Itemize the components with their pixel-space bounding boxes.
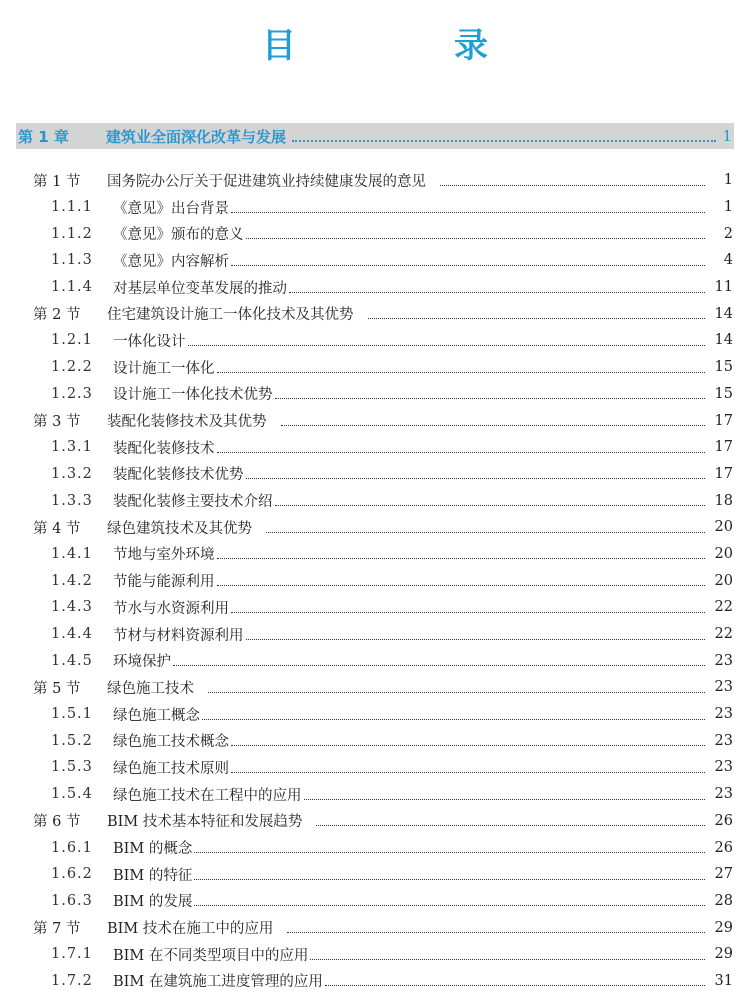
toc-subsection-entry[interactable] [0, 968, 750, 995]
entry-title: 绿色施工概念 [113, 707, 200, 724]
entry-number: 第 6 节 [33, 814, 81, 831]
entry-number: 第 5 节 [33, 680, 81, 697]
toc-subsection-entry[interactable] [0, 861, 750, 888]
entry-title: BIM 的特征 [113, 867, 193, 884]
toc-subsection-entry[interactable] [0, 647, 750, 674]
entry-number: 1.7.1 [51, 946, 93, 963]
entry-title: 住宅建筑设计施工一体化技术及其优势 [107, 307, 354, 324]
entry-page: 23 [714, 786, 733, 803]
dot-leader [304, 799, 706, 800]
dot-leader [316, 825, 705, 826]
entry-number: 1.3.1 [51, 439, 93, 456]
entry-number: 1.5.2 [51, 732, 93, 749]
entry-title: BIM 技术基本特征和发展趋势 [107, 814, 303, 831]
entry-title: 环境保护 [113, 654, 171, 671]
entry-number: 1.2.3 [51, 385, 93, 402]
entry-title: BIM 技术在施工中的应用 [107, 921, 274, 938]
entry-page: 22 [714, 599, 733, 616]
dot-leader [194, 852, 705, 853]
dot-leader [217, 585, 706, 586]
toc-subsection-entry[interactable] [0, 727, 750, 754]
toc-section-entry[interactable] [0, 808, 750, 835]
entry-page: 29 [714, 919, 733, 936]
entry-title: 节能与能源利用 [113, 574, 215, 591]
entry-title: 《意见》内容解析 [113, 253, 229, 270]
entry-number: 1.6.2 [51, 866, 93, 883]
entry-page: 22 [714, 626, 733, 643]
entry-page: 15 [714, 385, 733, 402]
dot-leader [246, 238, 706, 239]
entry-title: 绿色建筑技术及其优势 [107, 520, 252, 537]
dot-leader [287, 932, 705, 933]
dot-leader [440, 185, 705, 186]
entry-number: 1.2.1 [51, 332, 93, 349]
entry-page: 17 [714, 465, 733, 482]
entry-title: 绿色施工技术原则 [113, 760, 229, 777]
toc-subsection-entry[interactable] [0, 834, 750, 861]
dot-leader [310, 959, 705, 960]
entry-number: 1.4.2 [51, 572, 93, 589]
entry-number: 第 3 节 [33, 414, 81, 431]
entry-number: 1.5.3 [51, 759, 93, 776]
entry-page: 27 [714, 866, 733, 883]
entry-page: 20 [714, 572, 733, 589]
toc-subsection-entry[interactable] [0, 220, 750, 247]
entry-number: 1.4.5 [51, 652, 93, 669]
entry-page: 17 [714, 439, 733, 456]
entry-title: 《意见》颁布的意义 [113, 227, 244, 244]
entry-page: 20 [714, 519, 733, 536]
dot-leader [275, 398, 706, 399]
entry-title: 装配化装修技术优势 [113, 467, 244, 484]
entry-title: BIM 在建筑施工进度管理的应用 [113, 974, 323, 991]
toc-subsection-entry[interactable] [0, 567, 750, 594]
entry-title: BIM 的概念 [113, 841, 193, 858]
chapter-page: 1 [722, 127, 732, 145]
entry-page: 1 [723, 172, 733, 189]
entry-title: 设计施工一体化技术优势 [113, 387, 273, 404]
toc-subsection-entry[interactable] [0, 434, 750, 461]
toc-section-entry[interactable] [0, 300, 750, 327]
dot-leader [217, 452, 706, 453]
entry-number: 第 1 节 [33, 173, 81, 190]
dot-leader [231, 612, 705, 613]
dot-leader [231, 212, 705, 213]
entry-number: 1.1.3 [51, 252, 93, 269]
entry-page: 14 [714, 305, 733, 322]
toc-subsection-entry[interactable] [0, 541, 750, 568]
dot-leader [173, 665, 705, 666]
toc-section-entry[interactable] [0, 674, 750, 701]
entry-page: 28 [714, 892, 733, 909]
chapter-entry[interactable] [16, 123, 734, 149]
toc-subsection-entry[interactable] [0, 594, 750, 621]
dot-leader [231, 772, 705, 773]
dot-leader [194, 905, 705, 906]
entry-page: 29 [714, 946, 733, 963]
entry-page: 11 [714, 279, 733, 296]
entry-number: 1.5.1 [51, 706, 93, 723]
toc-section-entry[interactable] [0, 914, 750, 941]
entry-page: 26 [714, 812, 733, 829]
toc-section-entry[interactable] [0, 514, 750, 541]
toc-subsection-entry[interactable] [0, 247, 750, 274]
entry-page: 23 [714, 759, 733, 776]
entry-number: 1.3.3 [51, 492, 93, 509]
entry-number: 1.4.3 [51, 599, 93, 616]
entry-title: 一体化设计 [113, 333, 186, 350]
dot-leader [217, 372, 706, 373]
entry-number: 第 7 节 [33, 921, 81, 938]
entry-title: 节地与室外环境 [113, 547, 215, 564]
entry-page: 15 [714, 359, 733, 376]
entry-page: 23 [714, 706, 733, 723]
dot-leader [325, 985, 705, 986]
toc-subsection-entry[interactable] [0, 941, 750, 968]
dot-leader [246, 639, 706, 640]
entry-page: 31 [714, 972, 733, 989]
entry-page: 23 [714, 732, 733, 749]
entry-title: BIM 的发展 [113, 894, 193, 911]
dot-leader [281, 425, 706, 426]
entry-title: 装配化装修主要技术介绍 [113, 494, 273, 511]
entry-number: 1.1.1 [51, 199, 93, 216]
dot-leader [246, 478, 706, 479]
chapter-number: 第 1 章 [18, 127, 69, 146]
entry-number: 第 2 节 [33, 307, 81, 324]
entry-number: 1.1.4 [51, 279, 93, 296]
entry-number: 1.4.1 [51, 545, 93, 562]
entry-title: 设计施工一体化 [113, 360, 215, 377]
entry-page: 18 [714, 492, 733, 509]
dot-leader [292, 140, 716, 142]
toc-subsection-entry[interactable] [0, 621, 750, 648]
entry-title: 绿色施工技术在工程中的应用 [113, 787, 302, 804]
entry-number: 第 4 节 [33, 520, 81, 537]
page-title: 目 录 [262, 26, 550, 66]
toc-subsection-entry[interactable] [0, 701, 750, 728]
dot-leader [231, 745, 705, 746]
entry-title: BIM 在不同类型项目中的应用 [113, 947, 309, 964]
entry-title: 绿色施工技术 [107, 680, 194, 697]
toc-subsection-entry[interactable] [0, 274, 750, 301]
toc-subsection-entry[interactable] [0, 327, 750, 354]
toc-subsection-entry[interactable] [0, 461, 750, 488]
dot-leader [275, 505, 706, 506]
entry-title: 节水与水资源利用 [113, 600, 229, 617]
entry-number: 1.3.2 [51, 465, 93, 482]
entry-number: 1.6.1 [51, 839, 93, 856]
entry-page: 23 [714, 652, 733, 669]
entry-page: 23 [714, 679, 733, 696]
entry-page: 26 [714, 839, 733, 856]
toc-subsection-entry[interactable] [0, 487, 750, 514]
toc-subsection-entry[interactable] [0, 781, 750, 808]
entry-title: 装配化装修技术 [113, 440, 215, 457]
dot-leader [368, 318, 706, 319]
entry-number: 1.5.4 [51, 786, 93, 803]
entry-number: 1.6.3 [51, 892, 93, 909]
entry-page: 20 [714, 545, 733, 562]
toc-subsection-entry[interactable] [0, 888, 750, 915]
toc-subsection-entry[interactable] [0, 381, 750, 408]
chapter-title: 建筑业全面深化改革与发展 [106, 127, 287, 146]
dot-leader [194, 879, 705, 880]
entry-page: 4 [723, 252, 733, 269]
toc-section-entry[interactable] [0, 167, 750, 194]
toc-subsection-entry[interactable] [0, 194, 750, 221]
entry-page: 1 [723, 199, 733, 216]
entry-number: 1.4.4 [51, 626, 93, 643]
entry-title: 装配化装修技术及其优势 [107, 414, 267, 431]
dot-leader [231, 265, 705, 266]
entry-title: 对基层单位变革发展的推动 [113, 280, 287, 297]
entry-page: 2 [723, 225, 733, 242]
dot-leader [208, 692, 705, 693]
toc-subsection-entry[interactable] [0, 754, 750, 781]
entry-page: 14 [714, 332, 733, 349]
toc-section-entry[interactable] [0, 407, 750, 434]
entry-number: 1.7.2 [51, 972, 93, 989]
dot-leader [217, 558, 706, 559]
entry-title: 节材与材料资源利用 [113, 627, 244, 644]
entry-title: 绿色施工技术概念 [113, 734, 229, 751]
entry-page: 17 [714, 412, 733, 429]
dot-leader [202, 719, 705, 720]
dot-leader [289, 292, 705, 293]
entry-number: 1.2.2 [51, 359, 93, 376]
entry-number: 1.1.2 [51, 225, 93, 242]
toc-list [0, 167, 750, 994]
entry-title: 国务院办公厅关于促进建筑业持续健康发展的意见 [107, 173, 426, 190]
dot-leader [188, 345, 706, 346]
entry-title: 《意见》出台背景 [113, 200, 229, 217]
toc-subsection-entry[interactable] [0, 354, 750, 381]
dot-leader [266, 532, 705, 533]
